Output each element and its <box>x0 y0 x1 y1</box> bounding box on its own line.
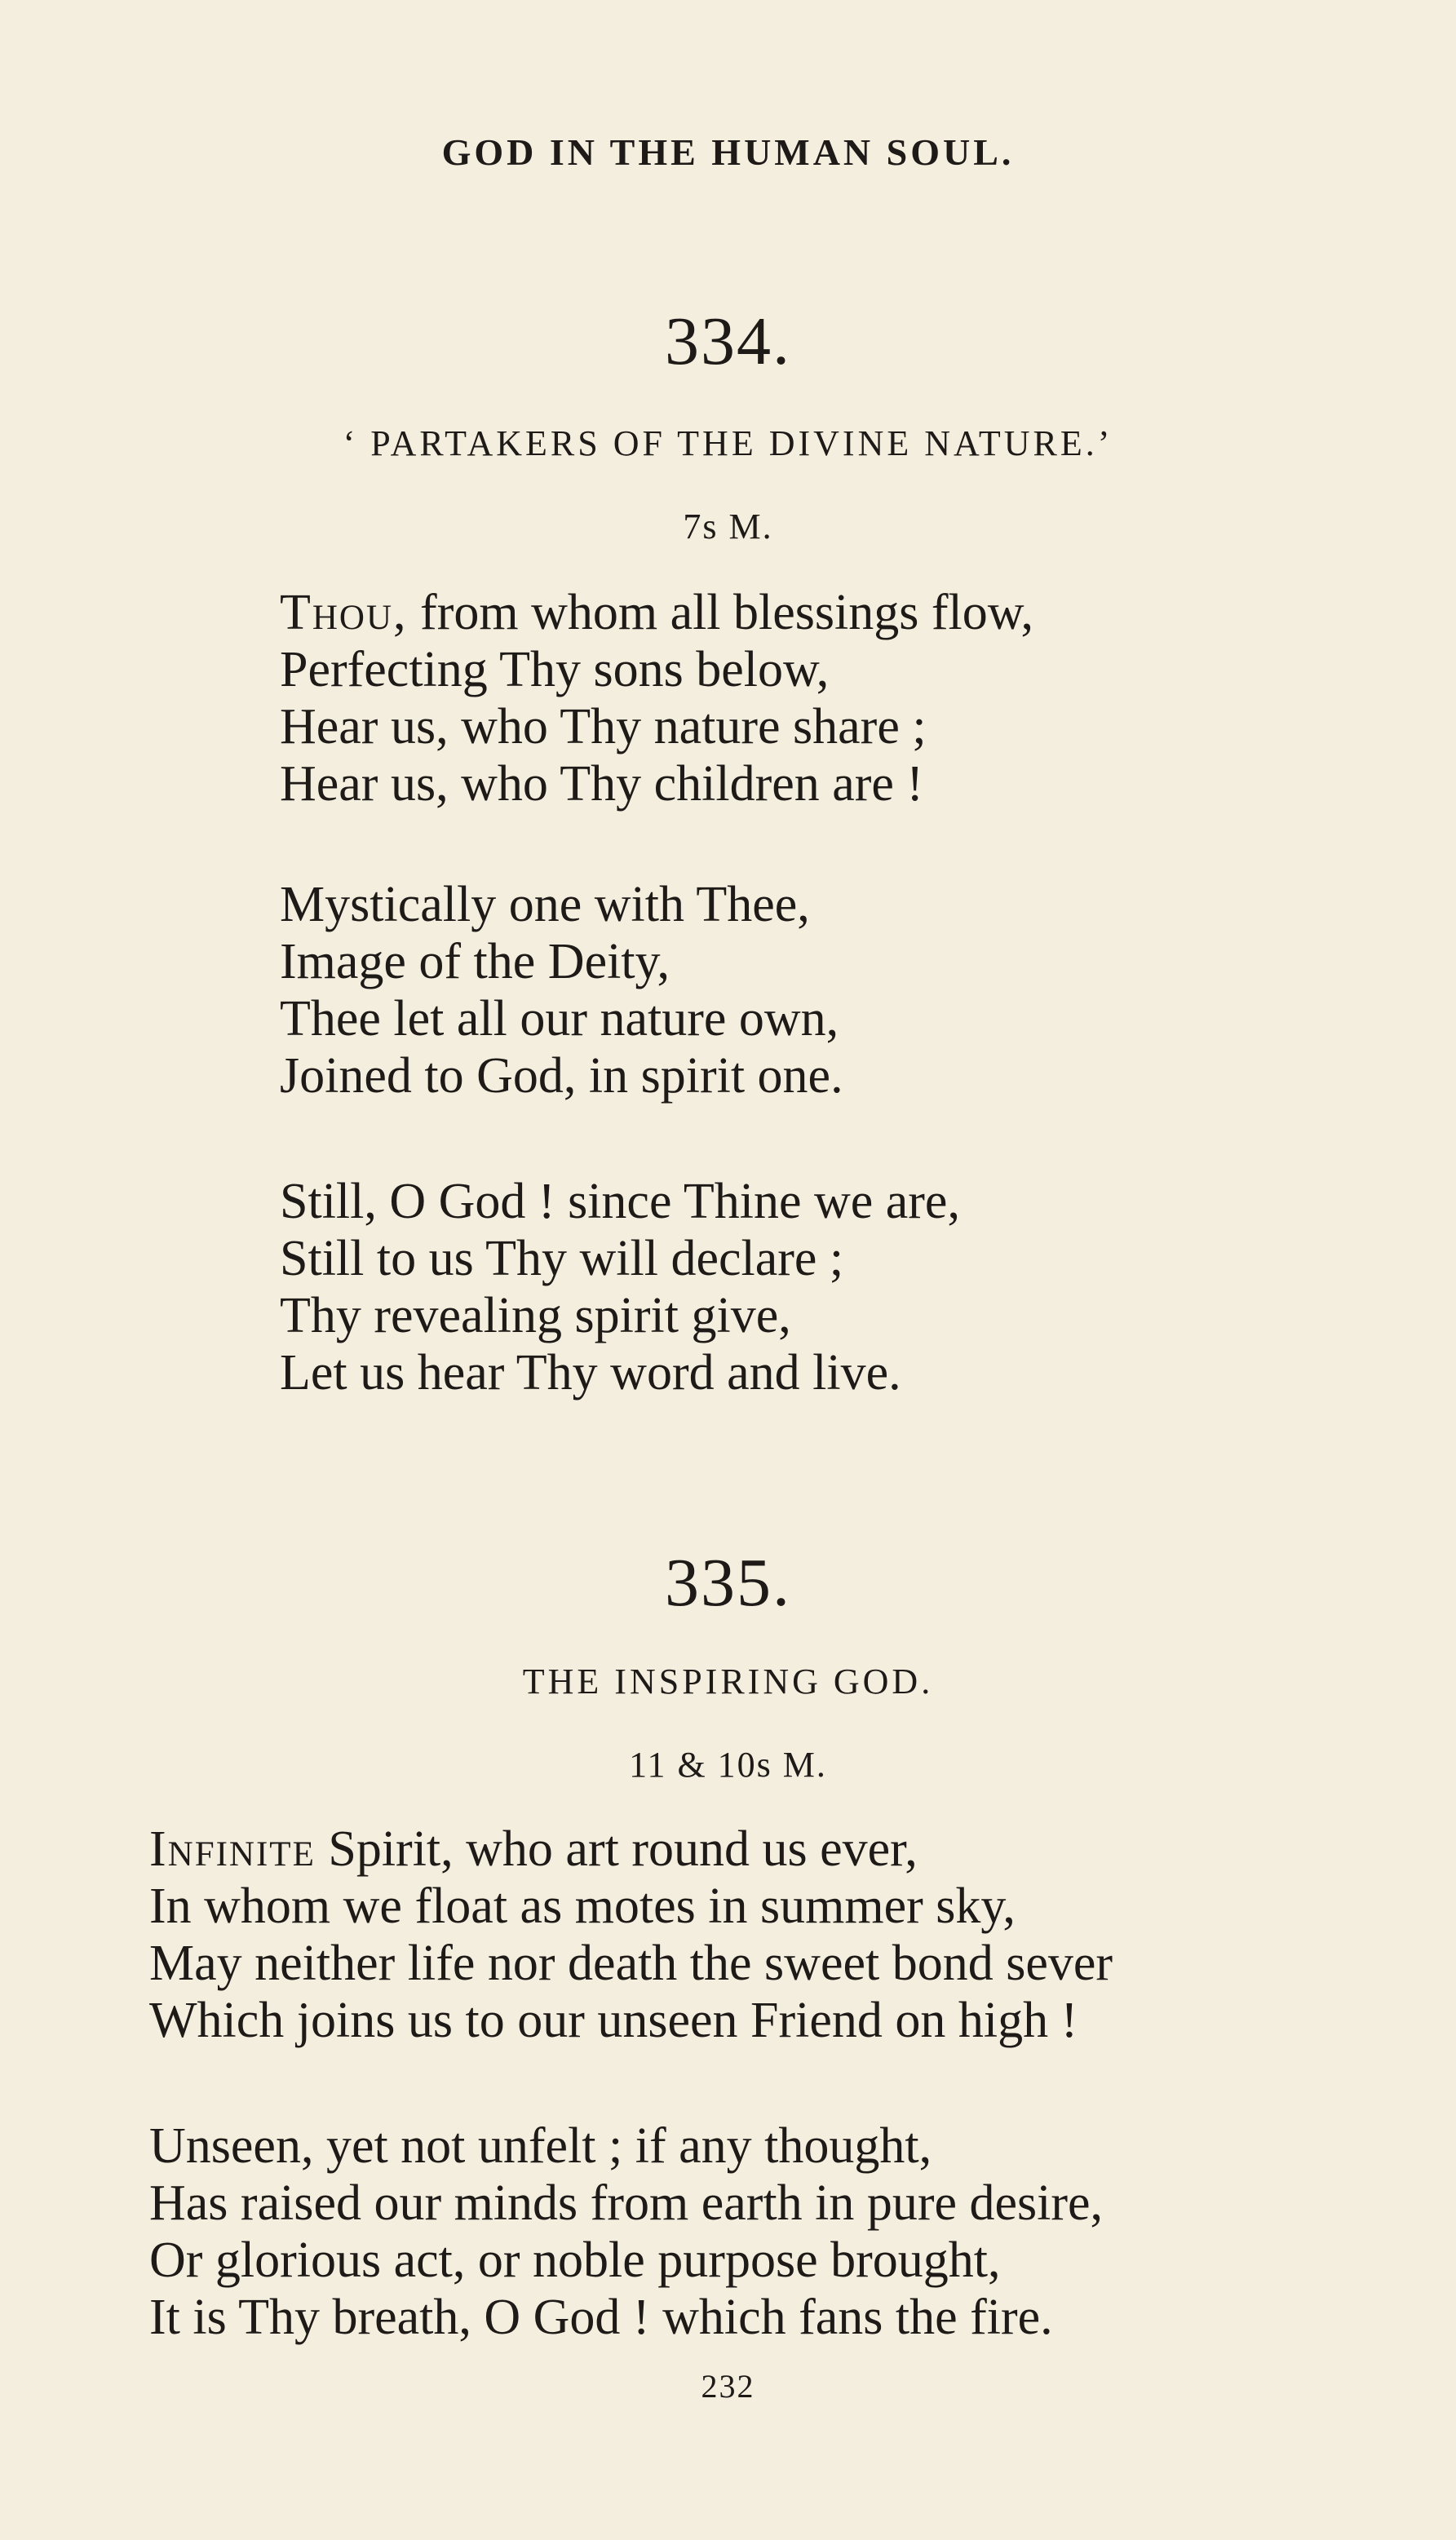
verse-line-text: from whom all blessings flow, <box>407 585 1034 640</box>
verse-line: In whom we float as motes in summer sky, <box>149 1878 1016 1934</box>
stanza <box>280 876 843 1104</box>
stanza <box>149 1821 1113 2049</box>
verse-line: Still to us Thy will declare ; <box>280 1231 844 1286</box>
verse-line: Let us hear Thy word and live. <box>280 1345 901 1401</box>
stanza <box>280 584 1033 812</box>
verse-line: Image of the Deity, <box>280 934 670 989</box>
hymn-title: THE INSPIRING GOD. <box>522 1662 934 1701</box>
hymn-number: 335. <box>665 1545 791 1621</box>
verse-line-text: Spirit, who art round us ever, <box>315 1821 918 1877</box>
verse-line: Thy revealing spirit give, <box>280 1288 791 1343</box>
verse-line: Perfecting Thy sons below, <box>280 642 830 697</box>
verse-lead-word: Infinite <box>149 1821 316 1877</box>
verse-line: Thee let all our nature own, <box>280 991 839 1047</box>
verse-line: Hear us, who Thy children are ! <box>280 756 924 812</box>
running-head: GOD IN THE HUMAN SOUL. <box>441 131 1015 173</box>
verse-line: Unseen, yet not unfelt ; if any thought, <box>149 2118 932 2174</box>
verse-line: It is Thy breath, O God ! which fans the fire. <box>149 2290 1053 2345</box>
verse-line: Still, O God ! since Thine we are, <box>280 1174 960 1229</box>
hymn-meter: 11 & 10s M. <box>629 1745 827 1785</box>
verse-line <box>280 584 1033 641</box>
hymn-number: 334. <box>665 303 791 379</box>
hymn-meter: 7s M. <box>683 507 773 546</box>
verse-line: Or glorious act, or noble purpose brought, <box>149 2232 1001 2288</box>
verse-line: Hear us, who Thy nature share ; <box>280 699 927 754</box>
verse-line <box>149 1821 1113 1878</box>
page-number: 232 <box>701 2368 755 2405</box>
verse-line: Has raised our minds from earth in pure desire, <box>149 2175 1104 2231</box>
stanza <box>149 2117 1103 2346</box>
hymn-title: ‘ PARTAKERS OF THE DIVINE NATURE.’ <box>343 423 1113 463</box>
verse-line: May neither life nor death the sweet bond sever <box>149 1936 1113 1991</box>
verse-line: Joined to God, in spirit one. <box>280 1048 843 1104</box>
stanza <box>280 1173 960 1401</box>
verse-line: Mystically one with Thee, <box>280 877 810 932</box>
verse-line: Which joins us to our unseen Friend on high ! <box>149 1993 1078 2048</box>
verse-lead-word: Thou, <box>280 585 408 640</box>
